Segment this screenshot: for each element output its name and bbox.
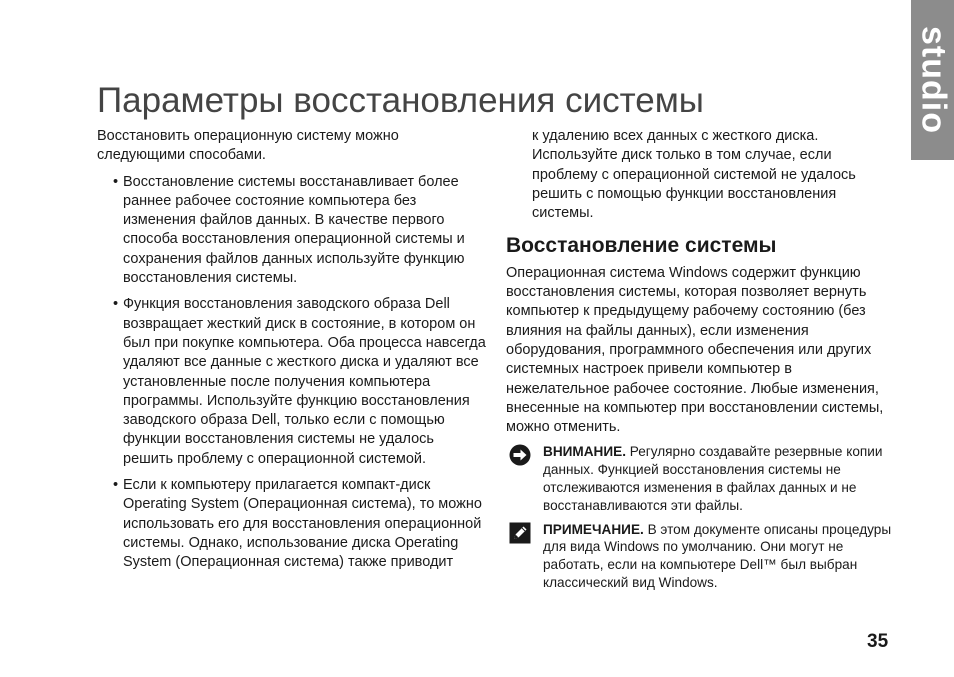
list-item	[97, 173, 487, 289]
recovery-options-list	[97, 173, 487, 573]
section-heading: Восстановление системы	[506, 234, 777, 258]
caution-text: Регулярно создавайте резервные копии данных. Функцией восстановления системы не отслеживаются изменения в файлах данных и не восстанавливаются эти файлы.	[543, 444, 883, 513]
note-text: В этом документе описаны процедуры для вида Windows по умолчанию. Они могут не работать, если на компьютере Dell™ был выбран классический вид Windows.	[543, 521, 892, 591]
list-item	[97, 295, 487, 469]
bullet-text: Если к компьютеру прилагается компакт-диск Operating System (Операционная система), то можно использовать его для восстановления операционной системы. Однако, использование диска Operating System (Операционная система) также приводит	[123, 477, 482, 571]
bullet-icon: •	[113, 296, 119, 313]
page-number: 35	[867, 631, 889, 652]
system-restore-paragraph: Операционная система Windows содержит функцию восстановления системы, которая позволяет вернуть компьютер к предыдущему рабочему состоянию (без влияния на файлы данных), если изменения оборудования, программного обеспечения или других системных настроек привели компьютер в нежелательное рабочее состояние. Любые изменения, внесенные на компьютер при восстановлении системы, можно отменить.	[506, 264, 884, 436]
note-pencil-icon	[509, 522, 531, 544]
caution-label: ВНИМАНИЕ.	[543, 444, 626, 460]
left-column	[97, 127, 487, 573]
studio-tab-label: studio	[914, 26, 952, 134]
continuation-paragraph: к удалению всех данных с жесткого диска. Используйте диск только в том случае, если проблему с операционной системой не удалось решить с помощью функции восстановления системы.	[532, 128, 856, 222]
note-notice	[506, 521, 898, 592]
studio-tab	[911, 0, 954, 160]
bullet-text: Функция восстановления заводского образа Dell возвращает жесткий диск в состояние, в котором он был при покупке компьютера. Оба процесса навсегда удаляют все данные с жесткого диска и удаляют все установленные после получения компьютера программы. Используйте функцию восстановления заводского образа Dell, только если с помощью функции восстановления системы не удалось решить проблему с операционной системой.	[123, 296, 486, 467]
bullet-text: Восстановление системы восстанавливает более раннее рабочее состояние компьютера без изменения файлов данных. В качестве первого способа восстановления операционной системы и сохранения файлов данных используйте функцию восстановления системы.	[123, 173, 465, 287]
caution-notice	[506, 443, 898, 514]
bullet-icon: •	[113, 173, 119, 190]
note-label: ПРИМЕЧАНИЕ.	[543, 521, 644, 537]
caution-arrow-icon	[509, 444, 531, 466]
list-item	[97, 476, 487, 572]
bullet-icon: •	[113, 477, 119, 494]
page-title: Параметры восстановления системы	[97, 81, 704, 121]
intro-paragraph: Восстановить операционную систему можно следующими способами.	[97, 128, 399, 164]
right-column	[506, 127, 898, 592]
